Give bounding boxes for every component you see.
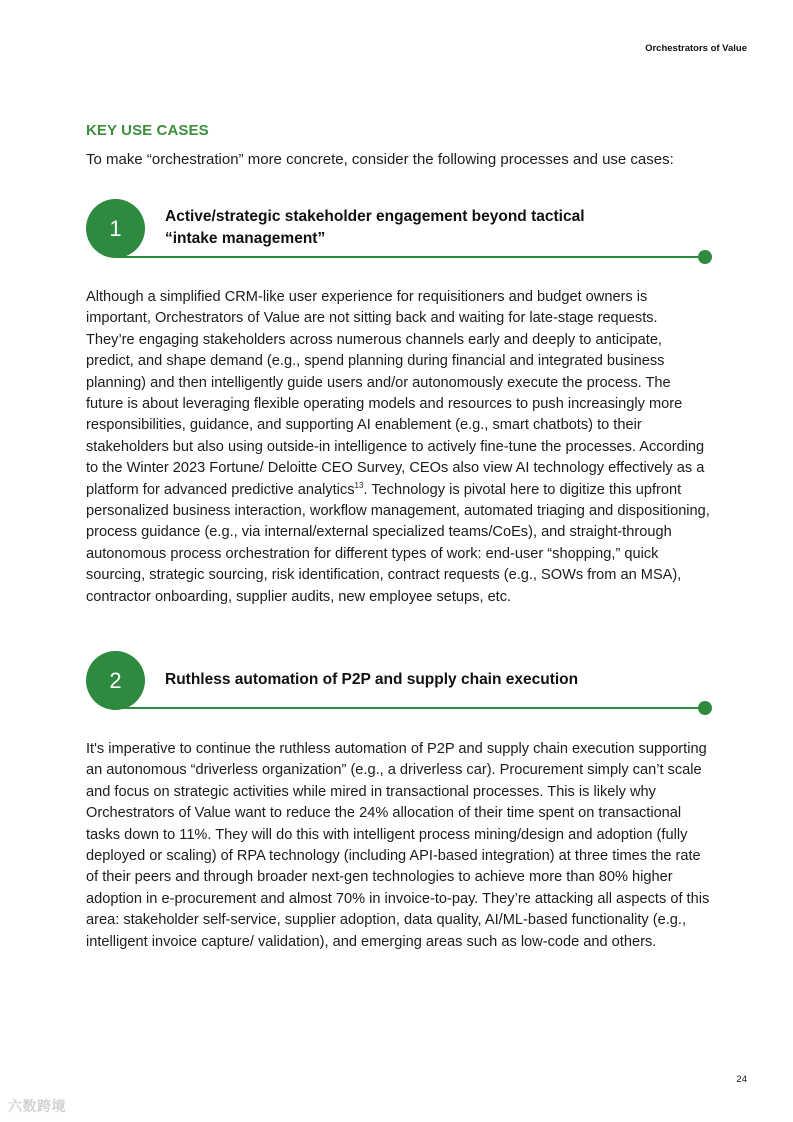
use-case-divider	[116, 256, 704, 258]
use-case-title-line: Active/strategic stakeholder engagement beyond tactical	[165, 208, 585, 225]
use-case-number-badge: 2	[86, 651, 145, 710]
use-case-title	[165, 206, 645, 250]
watermark: 六数跨境	[8, 1098, 66, 1114]
body-text: Although a simplified CRM-like user experience for requisitioners and budget owners is important, Orchestrators of Value are not sitting back and waiting for late-stage requests. They’re engaging stakeholders across numerous channels early and deeply to anticipate, predict, and shape demand (e.g., spend planning during financial and integrated business planning) and then intelligently guide users and/or autonomously execute the process. The future is about leveraging flexible operating models and resources to push increasingly more responsibilities, guidance, and supporting AI enablement (e.g., smart chatbots) to their stakeholders but also using outside-in intelligence to actively fine-tune the processes. According to the Winter 2023 Fortune/ Deloitte CEO Survey, CEOs also view AI technology effectively as a platform for advanced predictive analytics	[86, 289, 705, 498]
running-header: Orchestrators of Value	[645, 43, 747, 54]
use-case-divider	[116, 707, 704, 709]
body-text: . Technology is pivotal here to digitize this upfront personalized business interaction, workflow management, automated triaging and dispositioning, process guidance (e.g., via internal/external specialized teams/CoEs), and straight-through autonomous process orchestration for different types of work: end-user “shopping,” quick sourcing, strategic sourcing, risk identification, contract requests (e.g., SOWs from an MSA), contractor onboarding, supplier audits, new employee setups, etc.	[86, 481, 710, 605]
use-case-2	[86, 651, 712, 721]
use-case-1-body	[86, 287, 710, 608]
use-case-1	[86, 199, 712, 269]
divider-end-dot	[698, 250, 712, 264]
use-case-number-badge: 1	[86, 199, 145, 258]
use-case-title	[165, 669, 645, 691]
use-case-title-line: Ruthless automation of P2P and supply chain execution	[165, 671, 579, 688]
use-case-title-line: “intake management”	[165, 230, 326, 247]
use-case-2-body: It's imperative to continue the ruthless automation of P2P and supply chain execution supporting an autonomous “driverless organization” (e.g., a driverless car). Procurement simply can’t scale and focus on strategic activities while mired in transactional processes. This is likely why Orchestrators of Value want to reduce the 24% allocation of their time spent on transactional tasks down to 11%. They will do this with intelligent process mining/design and adoption (fully deployed or scaling) of RPA technology (including API-based integration) at three times the rate of their peers and through broader next-gen technologies to achieve more than 80% higher adoption in e-procurement and almost 70% in invoice-to-pay. They’re attacking all aspects of this area: stakeholder self-service, supplier adoption, data quality, AI/ML-based functionality (e.g., intelligent invoice capture/ validation), and emerging areas such as low-code and others.	[86, 741, 710, 950]
section-intro: To make “orchestration” more concrete, consider the following processes and use cases:	[86, 151, 674, 168]
page-number: 24	[736, 1074, 747, 1085]
divider-end-dot	[698, 701, 712, 715]
section-heading: KEY USE CASES	[86, 122, 209, 139]
footnote-ref: 13	[354, 480, 364, 490]
